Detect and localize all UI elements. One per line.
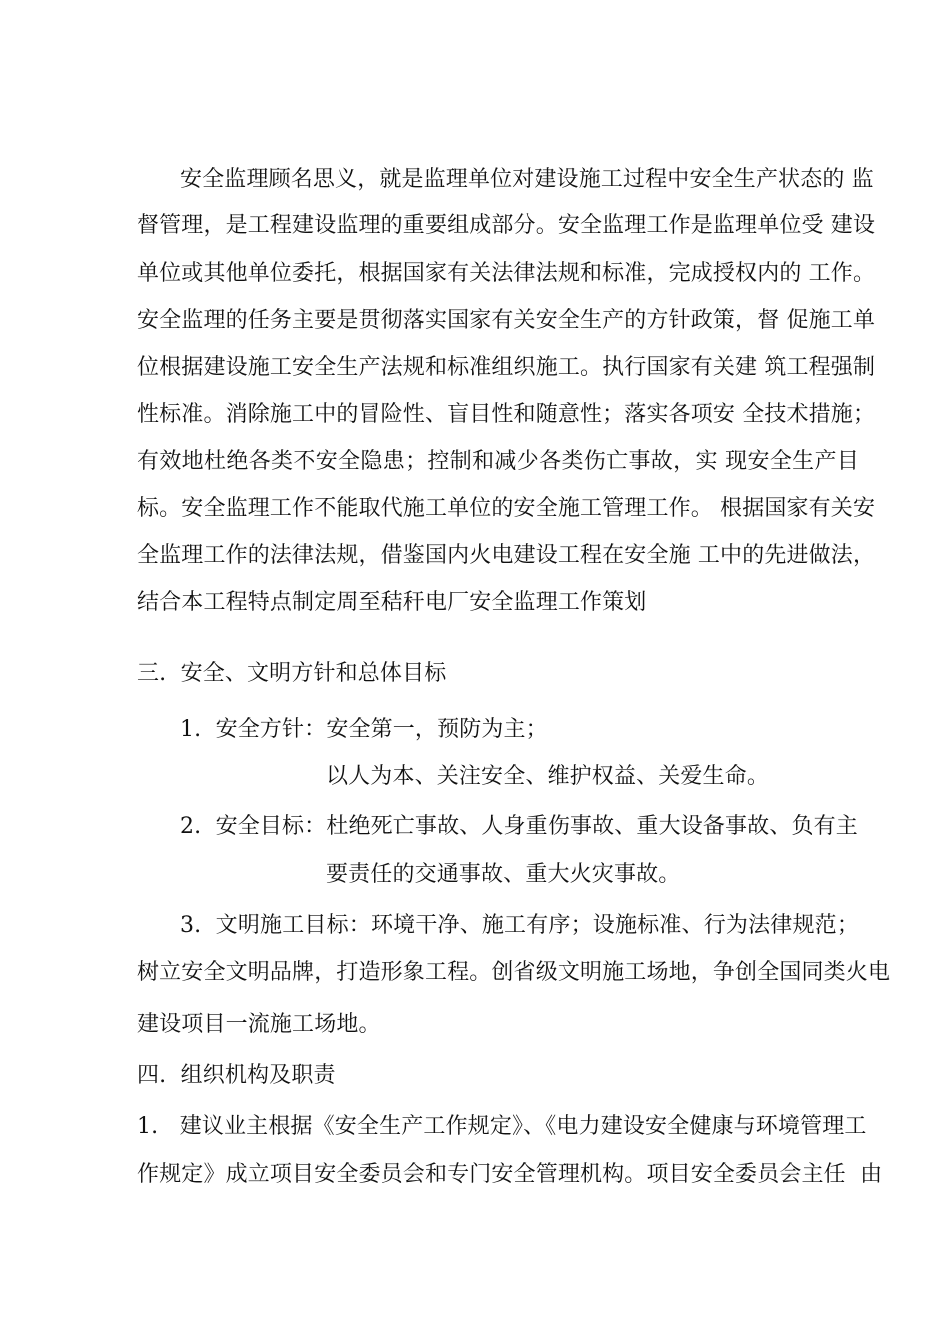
- safety-policy-line-2: 以人为本、关注安全、维护权益、关爱生命。: [326, 764, 770, 789]
- safety-target-line-2: 要责任的交通事故、重大火灾事故。: [326, 862, 681, 887]
- intro-line-6: 性标准。消除施工中的冒险性、盲目性和随意性；落实各项安 全技术措施；: [137, 402, 876, 427]
- intro-line-10: 结合本工程特点制定周至秸秆电厂安全监理工作策划: [137, 590, 647, 615]
- civil-construction-target-line-2: 树立安全文明品牌，打造形象工程。创省级文明施工场地，争创全国同类火电: [137, 960, 891, 985]
- civil-construction-target-line-1: 3. 文明施工目标：环境干净、施工有序；设施标准、行为法律规范；: [180, 913, 859, 938]
- section-four-heading: 四. 组织机构及职责: [137, 1063, 336, 1088]
- intro-line-3: 单位或其他单位委托，根据国家有关法律法规和标准，完成授权内的 工作。: [137, 261, 876, 286]
- intro-line-9: 全监理工作的法律法规，借鉴国内火电建设工程在安全施 工中的先进做法，: [137, 543, 876, 568]
- intro-line-7: 有效地杜绝各类不安全隐患；控制和减少各类伤亡事故，实 现安全生产目: [137, 449, 859, 474]
- intro-line-5: 位根据建设施工安全生产法规和标准组织施工。执行国家有关建 筑工程强制: [137, 355, 876, 380]
- civil-construction-target-line-3: 建设项目一流施工场地。: [137, 1012, 381, 1037]
- organization-item-line-1: 1. 建议业主根据《安全生产工作规定》、《电力建设安全健康与环境管理工: [137, 1114, 867, 1139]
- intro-line-2: 督管理，是工程建设监理的重要组成部分。安全监理工作是监理单位受 建设: [137, 213, 876, 238]
- intro-line-1: 安全监理顾名思义，就是监理单位对建设施工过程中安全生产状态的 监: [180, 167, 874, 192]
- intro-line-4: 安全监理的任务主要是贯彻落实国家有关安全生产的方针政策，督 促施工单: [137, 308, 876, 333]
- safety-policy-line-1: 1. 安全方针：安全第一，预防为主；: [180, 717, 548, 742]
- intro-line-8: 标。安全监理工作不能取代施工单位的安全施工管理工作。 根据国家有关安: [137, 496, 876, 521]
- organization-item-line-2: 作规定》成立项目安全委员会和专门安全管理机构。项目安全委员会主任 由: [137, 1162, 883, 1187]
- safety-target-line-1: 2. 安全目标：杜绝死亡事故、人身重伤事故、重大设备事故、负有主: [180, 814, 858, 839]
- section-three-heading: 三. 安全、文明方针和总体目标: [137, 661, 447, 686]
